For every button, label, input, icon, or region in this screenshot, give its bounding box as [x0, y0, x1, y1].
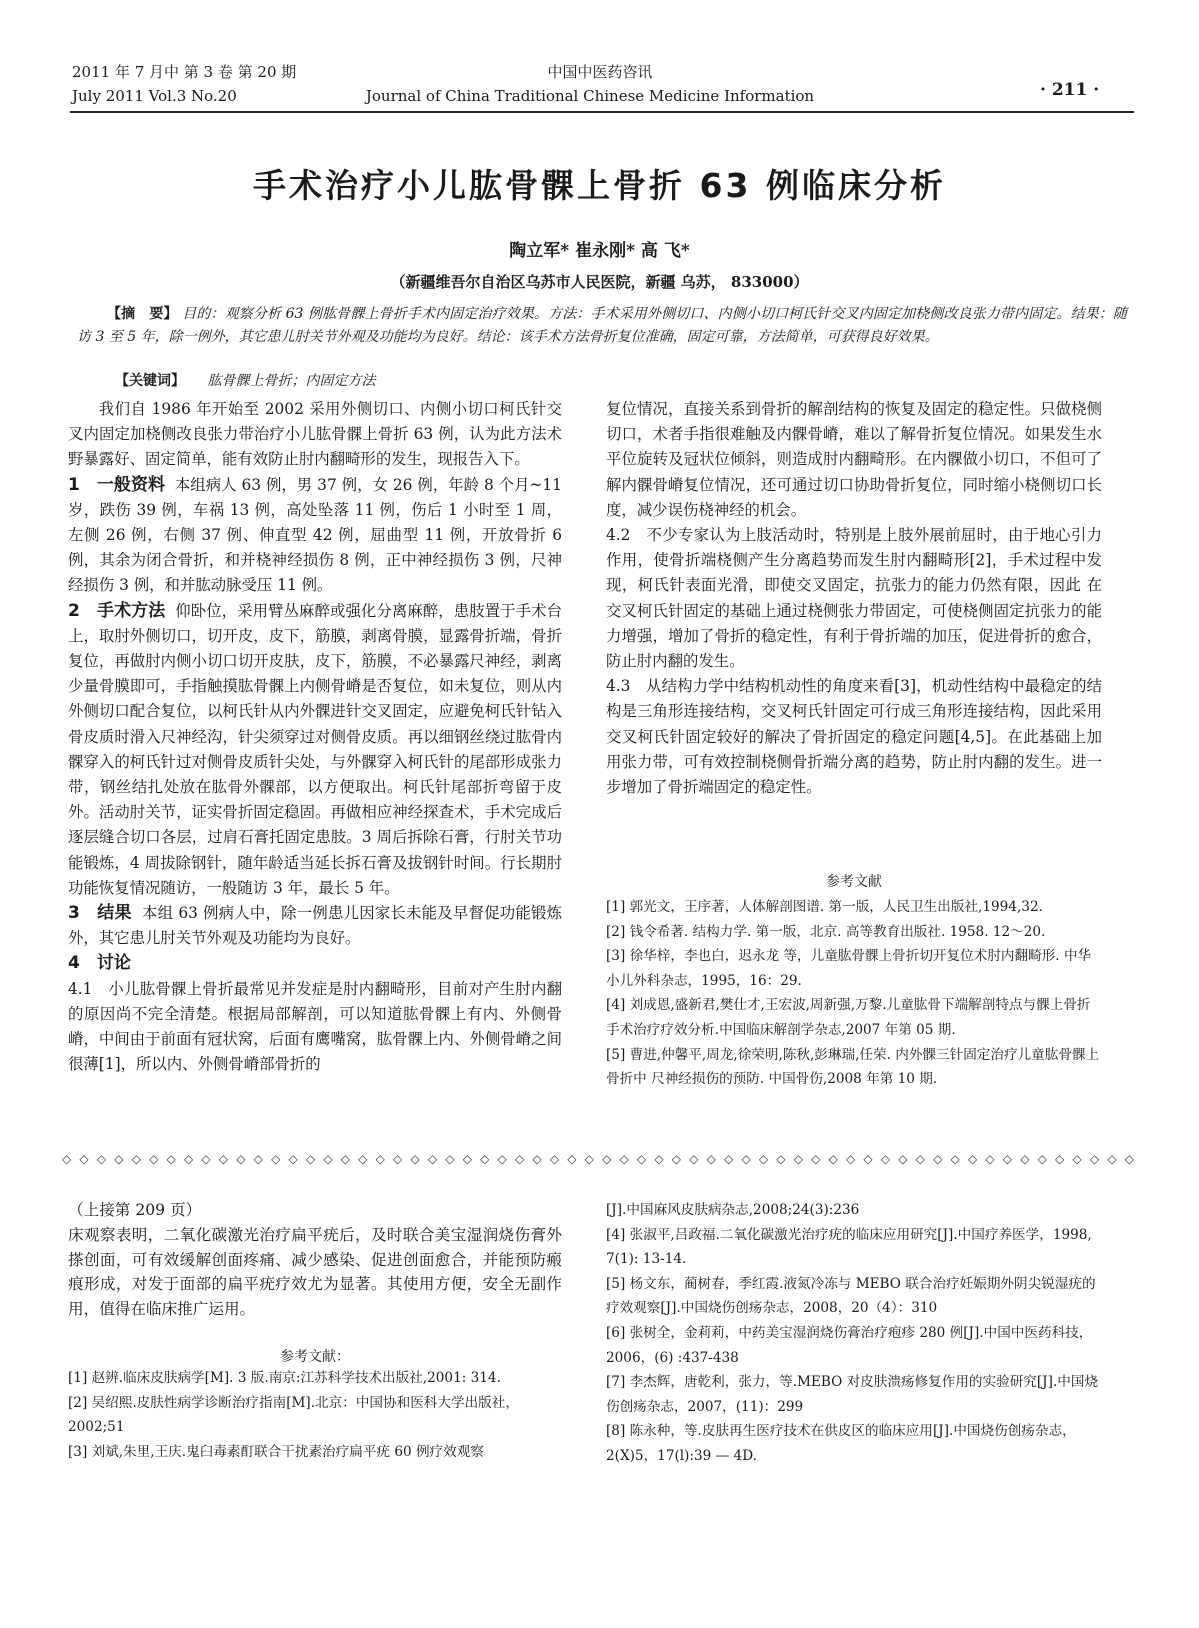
reference-item: [5] 杨文东，蔺树春，季红霞.液氮冷冻与 MEBO 联合治疗妊娠期外阴尖锐湿疣的疗效观察[J].中国烧伤创疡杂志，2008，20（4）：310 [606, 1275, 1096, 1317]
divider-diamond: ◇ [340, 1152, 350, 1166]
divider-diamond: ◇ [166, 1152, 176, 1166]
divider-diamond: ◇ [915, 1152, 925, 1166]
divider-diamond: ◇ [532, 1152, 542, 1166]
divider-diamond: ◇ [584, 1152, 594, 1166]
divider-diamond: ◇ [236, 1152, 246, 1166]
reference-item: [1] 郭光文，王序著，人体解剖图谱. 第一版，人民卫生出版社,1994,32. [606, 899, 1043, 915]
divider-diamond: ◇ [793, 1152, 803, 1166]
bottom-left-references [68, 1366, 562, 1464]
abstract-text: 目的：观察分析 63 例肱骨髁上骨折手术内固定治疗效果。方法：手术采用外侧切口、内侧小切口柯氏针交叉内固定加桡侧改良张力带内固定。结果：随访 3 至 5 年，除一例外，其它患儿肘关节外观及功能均为良好。结论：该手术方法骨折复位准确，固定可靠，方法简单，可获得良好效果。 [77, 306, 1128, 345]
divider-diamond: ◇ [305, 1152, 316, 1166]
divider-diamond: ◇ [1020, 1152, 1030, 1166]
divider-diamond: ◇ [1124, 1152, 1134, 1166]
affiliation: （新疆维吾尔自治区乌苏市人民医院，新疆 乌苏， 833000） [390, 273, 809, 291]
divider-diamond: ◇ [776, 1152, 786, 1166]
reference-item: [1] 赵辨.临床皮肤病学[M]. 3 版.南京:江苏科学技术出版社,2001: 314. [68, 1370, 501, 1386]
section-4-heading: 4 讨论 [68, 953, 131, 974]
divider-diamond: ◇ [149, 1152, 159, 1166]
header-journal-cn: 中国中医药咨讯 [547, 63, 653, 81]
section-2-text: 仰卧位，采用臂丛麻醉或强化分离麻醉，患肢置于手术台上，取肘外侧切口，切开皮，皮下，筋膜，剥离骨膜，显露骨折端，骨折复位，再做肘内侧小切口切开皮肤，皮下，筋膜，不必暴露尺神经，剥离少量骨膜即可，手指触摸肱骨髁上内侧骨嵴是否复位，如未复位，则从内外侧切口配合复位，以柯氏针从内外髁进针交叉固定，应避免柯氏针钻入骨皮质时滑入尺神经沟，针尖须穿过对侧骨皮质。再以细钢丝绕过肱骨内髁穿入的柯氏针过对侧骨皮质针尖处，与外髁穿入柯氏针的尾部形成张力带，钢丝结扎处放在肱骨外髁部，以方便取出。柯氏针尾部折弯留于皮外。活动肘关节，证实骨折固定稳固。再做相应神经探查术，手术完成后逐层缝合切口各层，过肩石膏托固定患肢。3 周后拆除石膏，行肘关节功能锻炼，4 周拔除钢针，随年龄适当延长拆石膏及拔钢针时间。行长期肘功能恢复情况随访，一般随访 3 年，最长 5 年。 [68, 601, 562, 897]
reference-item: [8] 陈永种，等.皮肤再生医疗技术在供皮区的临床应用[J].中国烧伤创疡杂志，2(X)5，17(l):39 — 4D. [606, 1423, 1076, 1464]
divider-diamond: ◇ [619, 1152, 629, 1166]
divider-diamond: ◇ [845, 1152, 856, 1166]
continued-text: 床观察表明，二氧化碳激光治疗扁平疣后，及时联合美宝湿润烧伤膏外搽创面，可有效缓解创面疼痛、减少感染、促进创面愈合，并能预防瘢痕形成，对发于面部的扁平疣疗效尤为显著。其使用方便，安全无副作用，值得在临床推广运用。 [68, 1225, 562, 1319]
divider-diamond: ◇ [96, 1152, 107, 1166]
reference-item: [3] 徐华梓，李也白，迟永龙 等，儿童肱骨髁上骨折切开复位术肘内翻畸形. 中华小儿外科杂志，1995，16：29. [606, 948, 1092, 989]
header-rule [70, 111, 1134, 113]
divider-diamond: ◇ [985, 1152, 995, 1166]
divider-diamond: ◇ [410, 1152, 420, 1166]
keywords [115, 370, 375, 390]
bottom-right-references [606, 1198, 1100, 1469]
authors: 陶立军* 崔永刚* 高 飞* [509, 241, 690, 261]
left-column [68, 397, 562, 1077]
section-1-heading: 1 一般资料 [68, 474, 166, 495]
divider-diamond: ◇ [183, 1152, 194, 1166]
section-2-heading: 2 手术方法 [68, 600, 166, 621]
divider-diamond: ◇ [1107, 1152, 1117, 1166]
intro-paragraph: 我们自 1986 年开始至 2002 采用外侧切口、内侧小切口柯氏针交叉内固定加桡侧改良张力带治疗小儿肱骨髁上骨折 63 例，认为此方法术野暴露好、固定简单，能有效防止肘内翻畸形的发生，现报告入下。 [68, 400, 562, 469]
divider-diamond: ◇ [758, 1152, 769, 1166]
divider-diamond: ◇ [201, 1152, 211, 1166]
reference-item: [3] 刘斌,朱里,王庆.鬼臼毒素酊联合干扰素治疗扁平疣 60 例疗效观察 [68, 1443, 484, 1460]
references-list [606, 895, 1100, 1092]
keywords-label: 【关键词】 [115, 373, 185, 389]
divider-diamond: ◇ [828, 1152, 838, 1166]
right-column [606, 397, 1102, 800]
reference-item: [4] 张淑平,吕政福.二氧化碳激光治疗疣的临床应用研究[J].中国疗养医学，1998, 7(1): 13-14. [606, 1226, 1092, 1268]
divider-diamond: ◇ [1002, 1152, 1013, 1166]
divider-diamond: ◇ [480, 1152, 490, 1166]
divider-diamond: ◇ [950, 1152, 960, 1166]
section-1-text: 本组病人 63 例，男 37 例，女 26 例，年龄 8 个月~11 岁，跌伤 39 例，车祸 13 例，高处坠落 11 例，伤后 1 小时至 1 周，左侧 26 例，右侧 37 例、伸直型 42 例，屈曲型 11 例，开放骨折 6 例，其余为闭合骨折，和并桡神经损伤 8 例，正中神经损伤 3 例，尺神经损伤 3 例，和并肱动脉受压 11 例。 [68, 475, 562, 595]
keywords-text: 肱骨髁上骨折；内固定方法 [207, 373, 376, 389]
divider-diamond: ◇ [1055, 1152, 1065, 1166]
divider-diamond: ◇ [671, 1152, 681, 1166]
divider-diamond: ◇ [393, 1152, 403, 1166]
divider-diamond: ◇ [549, 1152, 560, 1166]
divider-diamond: ◇ [375, 1152, 385, 1166]
divider-diamond: ◇ [358, 1152, 368, 1166]
section-4-1: 4.1 小儿肱骨髁上骨折最常见并发症是肘内翻畸形，目前对产生肘内翻的原因尚不完全清楚。根据局部解剖，可以知道肱骨髁上有内、外侧骨嵴，中间由于前面有冠状窝，后面有鹰嘴窝，肱骨髁上内、外侧骨嵴之间很薄[1]，所以内、外侧骨嵴部骨折的 [68, 979, 562, 1074]
divider-diamond: ◇ [706, 1152, 716, 1166]
page-number: · 211 · [1040, 80, 1100, 100]
divider-diamond: ◇ [253, 1152, 263, 1166]
divider-diamond: ◇ [880, 1152, 891, 1166]
section-4-3: 4.3 从结构力学中结构机动性的角度来看[3]，机动性结构中最稳定的结构是三角形连接结构，交叉柯氏针固定可行成三角形连接结构，因此采用交叉柯氏针固定较好的解决了骨折固定的稳定问题[4,5]。在此基础上加用张力带，可有效控制桡侧骨折端分离的趋势，防止肘内翻的发生。进一步增加了骨折端固定的稳定性。 [606, 677, 1102, 797]
divider-diamond: ◇ [811, 1152, 821, 1166]
divider-diamond: ◇ [863, 1152, 873, 1166]
continued-note: （上接第 209 页） [68, 1201, 202, 1219]
divider-diamond: ◇ [724, 1152, 734, 1166]
abstract [77, 303, 1127, 349]
divider-diamond: ◇ [898, 1152, 908, 1166]
divider-diamond: ◇ [288, 1152, 298, 1166]
header-issue-en: July 2011 Vol.3 No.20 [72, 87, 237, 105]
divider-diamond: ◇ [1089, 1152, 1100, 1166]
divider-diamond: ◇ [514, 1152, 525, 1166]
reference-item: [5] 曹进,仲馨平,周龙,徐荣明,陈秋,彭琳瑞,任荣. 内外髁三针固定治疗儿童肱骨髁上骨折中 尺神经损伤的预防. 中国骨伤,2008 年第 10 期. [606, 1046, 1100, 1088]
divider-diamond: ◇ [654, 1152, 664, 1166]
section-3 [68, 901, 562, 951]
continued-paragraph: 复位情况，直接关系到骨折的解剖结构的恢复及固定的稳定性。只做桡侧切口，术者手指很难触及内髁骨嵴，难以了解骨折复位情况。如果发生水平位旋转及冠状位倾斜，则造成肘内翻畸形。在内髁做小切口，不但可了解内髁骨嵴复位情况，还可通过切口协助骨折复位，同时缩小桡侧切口长度，减少误伤桡神经的机会。 [606, 400, 1102, 519]
divider-diamond: ◇ [462, 1152, 472, 1166]
divider-diamond: ◇ [967, 1152, 978, 1166]
section-4-2: 4.2 不少专家认为上肢活动时，特别是上肢外展前屈时，由于地心引力作用，使骨折端桡侧产生分离趋势而发生肘内翻畸形[2]，手术过程中发现，柯氏针表面光滑，即使交叉固定，抗张力的能力仍然有限，因此 在交叉柯氏针固定的基础上通过桡侧张力带固定，可使桡侧固定抗张力的能力增强，增加了骨折的稳定性，有利于骨折端的加压，促进骨折的愈合，防止肘内翻的发生。 [606, 526, 1102, 671]
reference-item: [J].中国麻风皮肤病杂志,2008;24(3):236 [606, 1202, 860, 1218]
section-3-text: 本组 63 例病人中，除一例患儿因家长未能及早督促功能锻炼外，其它患儿肘关节外观及功能均为良好。 [68, 904, 562, 948]
divider-diamond: ◇ [323, 1152, 333, 1166]
section-divider [62, 1152, 1134, 1166]
references-title: 参考文献 [826, 874, 882, 890]
divider-diamond: ◇ [1037, 1152, 1047, 1166]
divider-diamond: ◇ [218, 1152, 229, 1166]
reference-item: [2] 钱令希著. 结构力学. 第一版，北京. 高等教育出版社. 1958. 12～20. [606, 923, 1046, 940]
section-3-heading: 3 结果 [68, 903, 132, 924]
divider-diamond: ◇ [445, 1152, 455, 1166]
divider-diamond: ◇ [602, 1152, 612, 1166]
divider-diamond: ◇ [933, 1152, 943, 1166]
header-issue-cn: 2011 年 7 月中 第 3 卷 第 20 期 [72, 63, 297, 81]
divider-diamond: ◇ [689, 1152, 699, 1166]
divider-diamond: ◇ [79, 1152, 89, 1166]
divider-diamond: ◇ [114, 1152, 124, 1166]
header-journal-en: Journal of China Traditional Chinese Medicine Information [365, 87, 815, 105]
article-title: 手术治疗小儿肱骨髁上骨折 63 例临床分析 [253, 166, 946, 205]
divider-diamond: ◇ [497, 1152, 507, 1166]
divider-diamond: ◇ [62, 1152, 72, 1166]
bottom-references-title: 参考文献： [280, 1349, 350, 1365]
section-1 [68, 473, 562, 599]
divider-diamond: ◇ [427, 1152, 438, 1166]
divider-diamond: ◇ [741, 1152, 751, 1166]
section-2 [68, 599, 562, 901]
reference-item: [4] 刘成恩,盛新君,樊仕才,王宏波,周新强,万黎.儿童肱骨下端解剖特点与髁上骨折手术治疗疗效分析.中国临床解剖学杂志,2007 年第 05 期. [606, 997, 1091, 1038]
reference-item: [2] 吴绍熙.皮肤性病学诊断治疗指南[M].北京：中国协和医科大学出版社，2002;51 [68, 1394, 519, 1436]
divider-diamond: ◇ [131, 1152, 141, 1166]
divider-diamond: ◇ [567, 1152, 577, 1166]
reference-item: [6] 张树全，金莉莉，中药美宝湿润烧伤膏治疗疱疹 280 例[J].中国中医药科技，2006，(6) :437-438 [606, 1324, 1093, 1366]
divider-diamond: ◇ [271, 1152, 281, 1166]
reference-item: [7] 李杰辉，唐乾利，张力，等.MEBO 对皮肤溃疡修复作用的实验研究[J].中国烧伤创疡杂志，2007，(11)：299 [606, 1374, 1099, 1415]
divider-diamond: ◇ [1072, 1152, 1082, 1166]
divider-diamond: ◇ [636, 1152, 647, 1166]
bottom-left-column [68, 1198, 562, 1322]
abstract-label: 【摘 要】 [107, 306, 178, 322]
